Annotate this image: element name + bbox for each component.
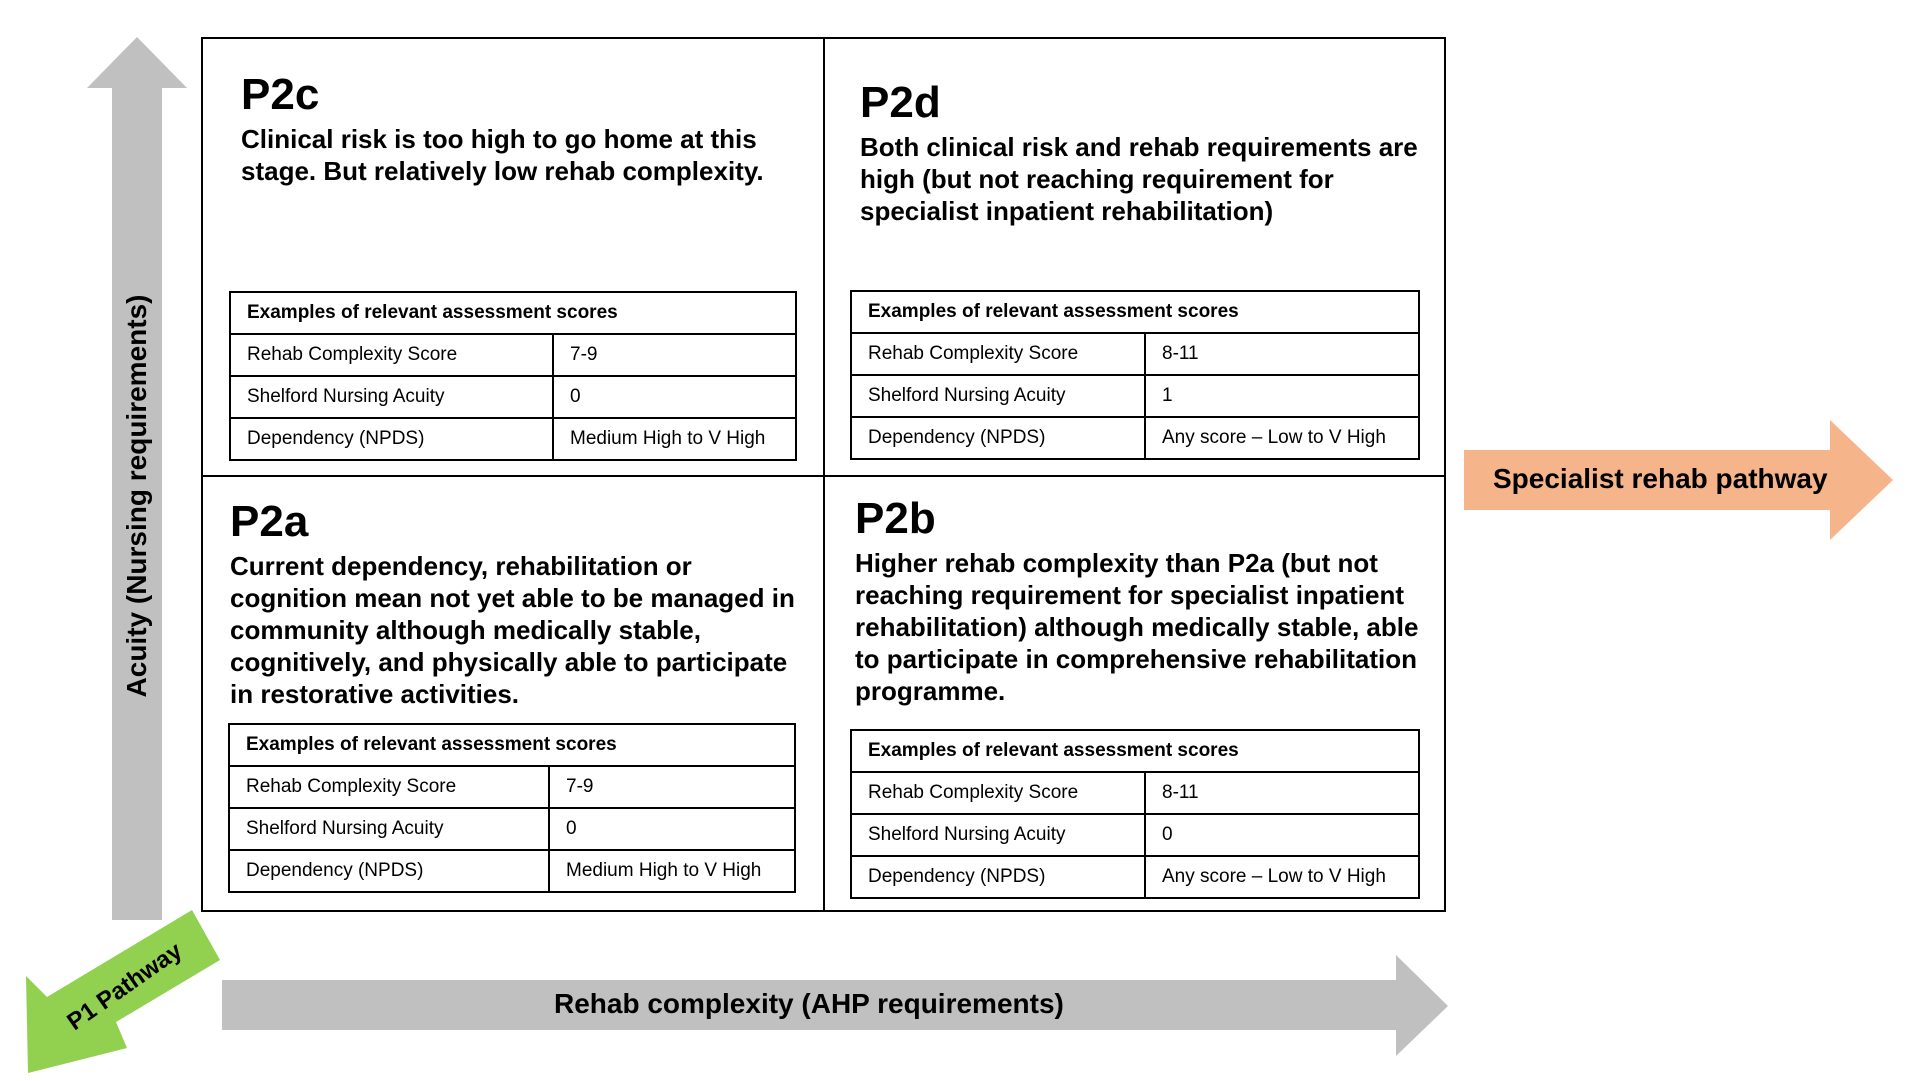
quadrant-p2c-scores-table — [229, 291, 797, 461]
quadrant-p2a — [230, 497, 810, 710]
table-cell-value: 0 — [1145, 814, 1419, 856]
quadrant-p2a-description: Current dependency, rehabilitation or cognition mean not yet able to be managed in community although medically stable, cognitively, and physically able to participate in restorative activities. — [230, 551, 795, 709]
table-row — [229, 850, 795, 892]
table-cell-label: Shelford Nursing Acuity — [229, 808, 549, 850]
quadrant-p2d-code: P2d — [860, 78, 941, 127]
table-cell-value: 8-11 — [1145, 772, 1419, 814]
horizontal-axis-label: Rehab complexity (AHP requirements) — [554, 988, 1064, 1019]
table-row — [851, 375, 1419, 417]
quadrant-p2d-scores-table — [850, 290, 1420, 460]
table-cell-value: Any score – Low to V High — [1145, 417, 1419, 459]
table-row — [851, 814, 1419, 856]
quadrant-p2b-scores-table — [850, 729, 1420, 899]
quadrant-p2d-description: Both clinical risk and rehab requirements are high (but not reaching requirement for specialist inpatient rehabilitation) — [860, 132, 1418, 226]
table-cell-label: Dependency (NPDS) — [851, 417, 1145, 459]
table-cell-value: 0 — [553, 376, 796, 418]
quadrant-p2b — [855, 494, 1440, 707]
table-row — [230, 418, 796, 460]
table-row — [851, 333, 1419, 375]
table-cell-label: Rehab Complexity Score — [851, 772, 1145, 814]
quadrant-p2b-code: P2b — [855, 494, 936, 543]
quadrant-grid — [201, 37, 1446, 912]
table-header: Examples of relevant assessment scores — [230, 292, 796, 334]
table-cell-label: Dependency (NPDS) — [851, 856, 1145, 898]
table-cell-value: Any score – Low to V High — [1145, 856, 1419, 898]
table-cell-value: 7-9 — [549, 766, 795, 808]
table-cell-value: 0 — [549, 808, 795, 850]
table-cell-value: 1 — [1145, 375, 1419, 417]
table-cell-label: Shelford Nursing Acuity — [851, 814, 1145, 856]
table-cell-value: Medium High to V High — [553, 418, 796, 460]
table-header: Examples of relevant assessment scores — [851, 730, 1419, 772]
table-row — [229, 808, 795, 850]
table-cell-label: Dependency (NPDS) — [230, 418, 553, 460]
table-cell-label: Rehab Complexity Score — [230, 334, 553, 376]
grid-divider-horizontal — [203, 475, 1444, 477]
quadrant-p2c-code: P2c — [241, 70, 320, 119]
table-cell-value: Medium High to V High — [549, 850, 795, 892]
table-cell-label: Dependency (NPDS) — [229, 850, 549, 892]
table-cell-value: 8-11 — [1145, 333, 1419, 375]
table-row — [851, 417, 1419, 459]
quadrant-p2c — [241, 70, 811, 187]
specialist-rehab-label: Specialist rehab pathway — [1493, 463, 1828, 494]
table-row — [229, 766, 795, 808]
quadrant-p2a-code: P2a — [230, 497, 309, 546]
table-row — [851, 856, 1419, 898]
quadrant-p2b-description: Higher rehab complexity than P2a (but not reaching requirement for specialist inpatient rehabilitation) although medically stable, able to participate in comprehensive rehabilitation programme. — [855, 548, 1419, 706]
table-cell-value: 7-9 — [553, 334, 796, 376]
vertical-axis-label: Acuity (Nursing requirements) — [121, 294, 152, 698]
table-cell-label: Rehab Complexity Score — [851, 333, 1145, 375]
quadrant-p2a-scores-table — [228, 723, 796, 893]
table-row — [230, 376, 796, 418]
table-row — [851, 772, 1419, 814]
table-header: Examples of relevant assessment scores — [229, 724, 795, 766]
table-header: Examples of relevant assessment scores — [851, 291, 1419, 333]
quadrant-p2c-description: Clinical risk is too high to go home at this stage. But relatively low rehab complexity. — [241, 124, 764, 186]
p1-pathway-label: P1 Pathway — [62, 937, 188, 1036]
quadrant-p2d — [860, 78, 1440, 227]
table-row — [230, 334, 796, 376]
table-cell-label: Shelford Nursing Acuity — [230, 376, 553, 418]
table-cell-label: Shelford Nursing Acuity — [851, 375, 1145, 417]
table-cell-label: Rehab Complexity Score — [229, 766, 549, 808]
